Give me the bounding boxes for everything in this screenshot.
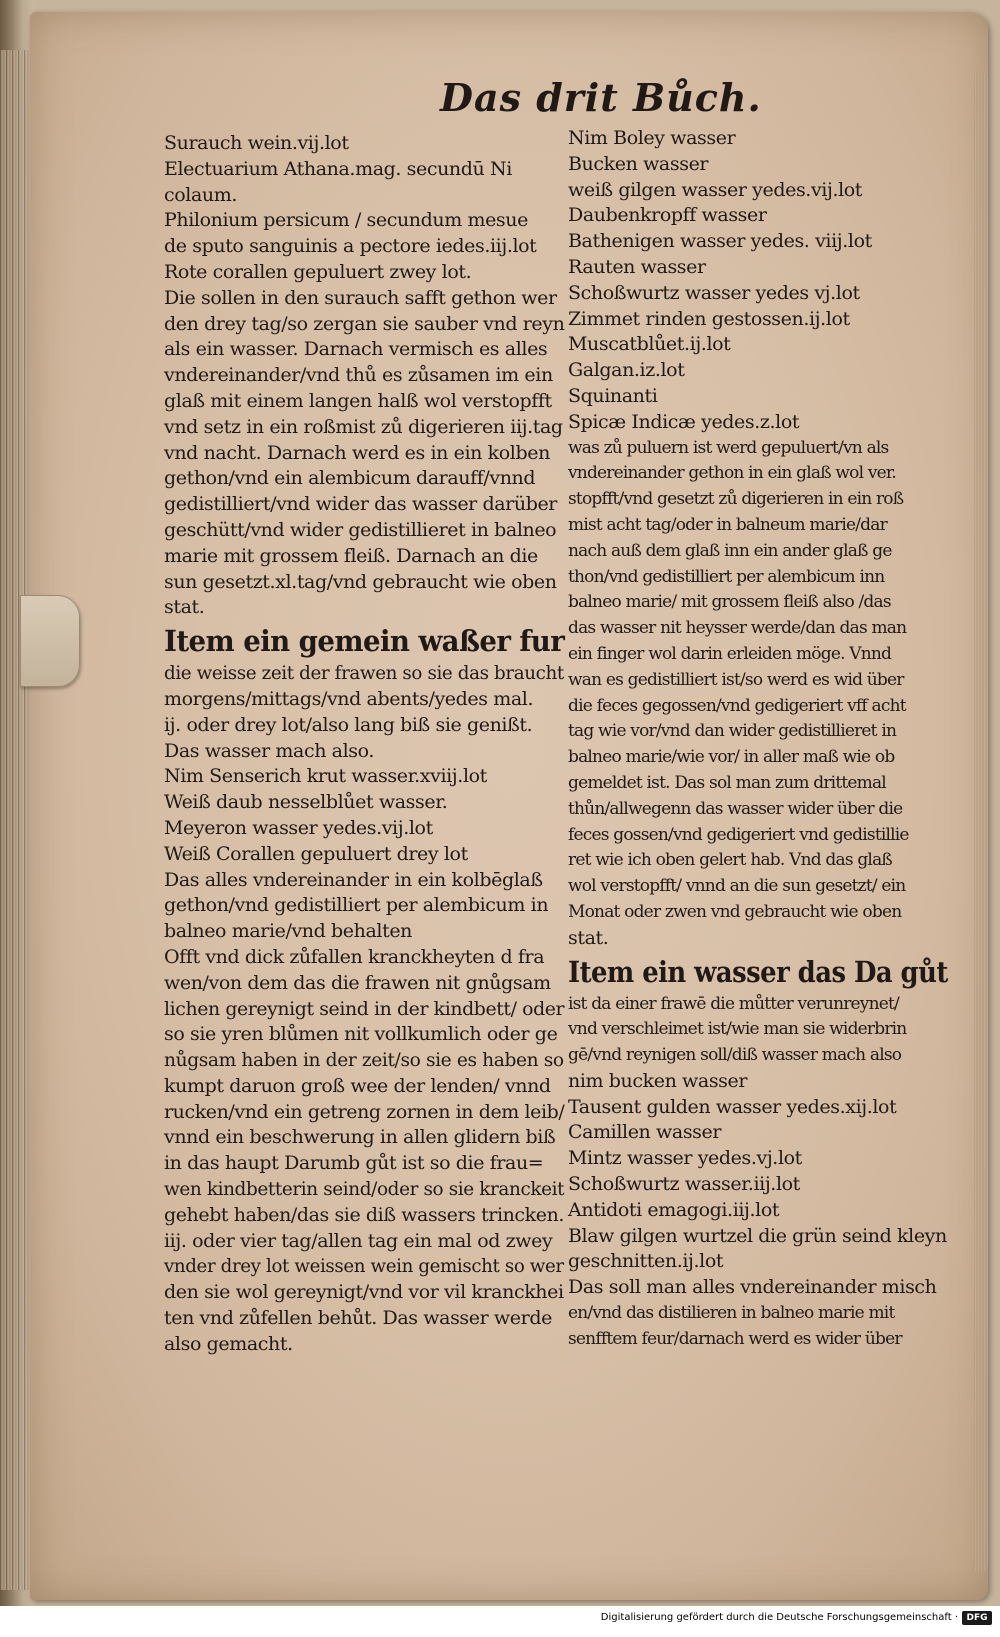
text-line: also gemacht. (164, 1332, 293, 1355)
text-line: Die sollen in den surauch safft gethon wer (164, 286, 557, 309)
text-line: Das wasser mach also. (164, 739, 374, 762)
text-line: lichen gereynigt seind in der kindbett/ oder (164, 997, 565, 1020)
text-line: Mintz wasser yedes.vj.lot (568, 1147, 802, 1170)
book-page-edges-right (974, 72, 988, 1572)
text-line: den sie wol gereynigt/vnd vor vil kranckhei (164, 1281, 564, 1304)
text-line: sun gesetzt.xl.tag/vnd gebraucht wie oben (164, 570, 557, 593)
text-line: Weiß Corallen gepuluert drey lot (164, 842, 468, 865)
text-line: was zů puluern ist werd gepuluert/vn als (568, 437, 889, 458)
text-line: Zimmet rinden gestossen.ij.lot (568, 307, 850, 330)
text-line: rucken/vnd ein getreng zornen in dem leib/ (164, 1100, 565, 1123)
text-line: Antidoti emagogi.iij.lot (568, 1198, 780, 1221)
text-line: Nim Senserich krut wasser.xviij.lot (164, 765, 487, 788)
text-line: nach auß dem glaß inn ein ander glaß ge (568, 540, 892, 561)
text-line: geschütt/vnd wider gedistillieret in balneo (164, 518, 557, 541)
text-line: gethon/vnd gedistilliert per alembicum in (164, 894, 549, 917)
text-line: Camillen wasser (568, 1121, 722, 1144)
text-line: gethon/vnd ein alembicum darauff/vnnd (164, 467, 536, 490)
text-line: nůgsam haben in der zeit/so sie es haben so (164, 1049, 564, 1072)
text-line: mist acht tag/oder in balneum marie/dar (568, 514, 887, 535)
text-line: wen kindbetterin seind/oder so sie kranckeit (164, 1178, 565, 1201)
right-column (568, 126, 948, 1353)
text-line: Schoßwurtz wasser yedes vj.lot (568, 281, 860, 304)
text-line: ten vnd zůfellen behůt. Das wasser werde (164, 1307, 552, 1330)
text-line: Weiß daub nesselblůet wasser. (164, 791, 448, 814)
text-line: ij. oder drey lot/also lang biß sie genißt. (164, 713, 533, 736)
text-line: colaum. (164, 183, 237, 206)
text-line: de sputo sanguinis a pectore iedes.iij.lot (164, 235, 537, 258)
text-line: vnd nacht. Darnach werd es in ein kolben (164, 441, 550, 464)
text-line: stat. (568, 926, 609, 949)
text-line: gemeldet ist. Das sol man zum drittemal (568, 772, 886, 793)
text-line: ret wie ich oben gelert hab. Vnd das glaß (568, 850, 892, 871)
text-line: nim bucken wasser (568, 1069, 748, 1092)
text-line: Daubenkropff wasser (568, 204, 767, 227)
text-line: Galgan.iz.lot (568, 359, 685, 382)
text-line: Das alles vndereinander in ein kolbēglaß (164, 868, 543, 891)
section-heading: Item ein gemein waßer fur (164, 624, 565, 659)
text-line: vnnd ein beschwerung in allen glidern biß (164, 1126, 556, 1149)
text-line: gedistilliert/vnd wider das wasser darüber (164, 493, 557, 516)
text-line: morgens/mittags/vnd abents/yedes mal. (164, 687, 534, 710)
text-line: vnder drey lot weissen wein gemischt so wer (164, 1255, 564, 1278)
text-line: Schoßwurtz wasser.iij.lot (568, 1173, 800, 1196)
bookmark-ribbon (20, 595, 80, 687)
text-line: ein finger wol darin erleiden möge. Vnnd (568, 643, 892, 664)
text-line: in das haupt Darumb gůt ist so die frau= (164, 1152, 544, 1175)
text-line: feces gossen/vnd gedigeriert vnd gedistillie (568, 824, 909, 845)
left-column (164, 131, 564, 1358)
text-line: en/vnd das distilieren in balneo marie mit (568, 1303, 895, 1324)
text-line: Nim Boley wasser (568, 127, 736, 149)
footer-credit: Digitalisierung gefördert durch die Deutsche Forschungsgemeinschaft · (600, 1612, 958, 1623)
text-line: Bucken wasser (568, 152, 709, 175)
text-line: Meyeron wasser yedes.vij.lot (164, 816, 433, 839)
text-line: Philonium persicum / secundum mesue (164, 209, 528, 232)
text-line: weiß gilgen wasser yedes.vij.lot (568, 178, 863, 201)
text-line: Rauten wasser (568, 255, 706, 278)
text-line: Blaw gilgen wurtzel die grün seind kleyn (568, 1224, 947, 1247)
text-line: stopfft/vnd gesetzt zů digerieren in ein roß (568, 489, 904, 510)
text-line: senfftem feur/darnach werd es wider über (568, 1328, 902, 1349)
text-line: wan es gedistilliert ist/so werd es wid über (568, 669, 904, 690)
text-line: balneo marie/wie vor/ in aller maß wie ob (568, 747, 895, 768)
text-line: Bathenigen wasser yedes. viij.lot (568, 230, 872, 253)
text-line: die feces gegossen/vnd gedigeriert vff acht (568, 695, 906, 716)
text-line: thůn/allwegenn das wasser wider über die (568, 798, 903, 819)
text-line: Muscatblůet.ij.lot (568, 333, 731, 356)
text-line: balneo marie/ mit grossem fleiß also /das (568, 592, 891, 613)
text-line: Offt vnd dick zůfallen kranckheyten d fra (164, 945, 545, 968)
text-line: thon/vnd gedistilliert per alembicum inn (568, 566, 885, 587)
text-line: Rote corallen gepuluert zwey lot. (164, 260, 472, 283)
text-line: vndereinander gethon in ein glaß wol ver. (568, 463, 896, 484)
page-header: Das drit Bůch. (440, 75, 762, 120)
text-line: iij. oder vier tag/allen tag ein mal od zwey (164, 1229, 553, 1252)
text-line: geschnitten.ij.lot (568, 1250, 724, 1273)
text-line: Das soll man alles vndereinander misch (568, 1276, 937, 1299)
section-heading: Item ein wasser das Da gůt (568, 954, 948, 989)
text-line: Squinanti (568, 384, 658, 407)
text-line: Spicæ Indicæ yedes.z.lot (568, 410, 800, 433)
text-line: vnd verschleimet ist/wie man sie widerbrin (568, 1019, 907, 1040)
text-line: Surauch wein.vij.lot (164, 132, 349, 154)
text-line: tag wie vor/vnd dan wider gedistillieret in (568, 721, 897, 742)
text-line: das wasser nit heysser werde/dan das man (568, 618, 907, 639)
dfg-logo: DFG (962, 1611, 992, 1625)
text-line: stat. (164, 596, 205, 619)
text-line: glaß mit einem langen halß wol verstopfft (164, 389, 552, 412)
text-line: den drey tag/so zergan sie sauber vnd reyn (164, 312, 565, 335)
text-line: Tausent gulden wasser yedes.xij.lot (568, 1095, 897, 1118)
text-line: gehebt haben/das sie diß wassers trincken. (164, 1203, 565, 1226)
book-page-edges-left (0, 50, 34, 1590)
text-line: Electuarium Athana.mag. secundū Ni (164, 157, 512, 180)
text-line: marie mit grossem fleiß. Darnach an die (164, 544, 538, 567)
text-line: Monat oder zwen vnd gebraucht wie oben (568, 901, 902, 922)
text-line: gē/vnd reynigen soll/diß wasser mach also (568, 1045, 902, 1066)
text-line: balneo marie/vnd behalten (164, 920, 413, 943)
text-line: als ein wasser. Darnach vermisch es alles (164, 338, 548, 361)
text-line: die weisse zeit der frawen so sie das braucht (164, 662, 564, 685)
text-line: so sie yren blůmen nit vollkumlich oder ge (164, 1023, 558, 1046)
text-line: vnd setz in ein roßmist zů digerieren iij.tag (164, 415, 563, 438)
text-line: ist da einer frawē die můtter verunreynet/ (568, 993, 899, 1014)
text-line: kumpt daruon groß wee der lenden/ vnnd (164, 1074, 551, 1097)
text-line: wen/von dem das die frawen nit gnůgsam (164, 971, 551, 994)
text-line: wol verstopfft/ vnnd an die sun gesetzt/ ein (568, 876, 906, 897)
text-line: vndereinander/vnd thů es zůsamen im ein (164, 364, 553, 387)
